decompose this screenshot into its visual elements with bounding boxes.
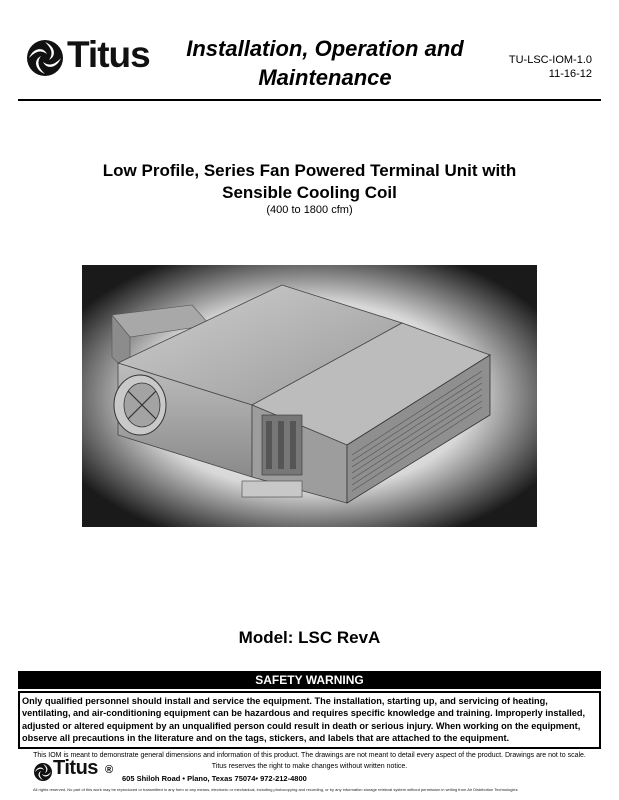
product-photo <box>82 265 537 527</box>
document-id <box>492 53 592 81</box>
footer-note-line2: Titus reserves the right to make changes without written notice. <box>211 763 408 770</box>
safety-warning-text: Only qualified personnel should install and service the equipment. The installation, starting up, and servicing of heating, ventilating, and air-conditioning equipment can be hazardous and requires specific knowledge and training. Improperly installed, adjusted or altered equipment by an unqualified person could result in death or serious injury. When working on the equipment, observe all precautions in the literature and on the tags, stickers, and labels that are attached to the equipment. <box>18 691 601 749</box>
document-title <box>160 34 490 92</box>
registered-mark: ® <box>105 764 114 776</box>
airflow-range: (400 to 1800 cfm) <box>266 204 353 216</box>
header-divider <box>18 99 601 101</box>
rights-notice: All rights reserved. No part of this work may be reproduced or transmitted in any form or any means, electronic or mechanical, including photocopying and recording, or by any information storage retrieval system without permission in writing from Air Distribution Technologies <box>33 787 518 792</box>
footer-note-line1: This IOM is meant to demonstrate general dimensions and information of this product. The drawings are not meant to detail every aspect of the product. Drawings are not to scale. <box>33 752 586 759</box>
titus-swirl-icon <box>25 38 65 78</box>
document-title-line2: Maintenance <box>258 65 392 90</box>
product-title-line1: Low Profile, Series Fan Powered Terminal Unit with <box>102 161 517 180</box>
titus-swirl-icon <box>33 762 53 782</box>
brand-name: Titus <box>67 34 150 75</box>
product-title-line2: Sensible Cooling Coil <box>222 183 397 202</box>
footer-titus-logo <box>33 757 123 784</box>
model-name: Model: LSC RevA <box>238 628 381 647</box>
page-header <box>0 0 619 100</box>
product-title <box>40 160 579 204</box>
safety-warning-heading: SAFETY WARNING <box>18 671 601 689</box>
footer-brand-name: Titus <box>53 757 98 779</box>
document-number: TU-LSC-IOM-1.0 <box>508 54 592 66</box>
document-date: 11-16-12 <box>548 68 592 80</box>
titus-logo <box>25 34 165 84</box>
company-address: 605 Shiloh Road • Plano, Texas 75074• 972-212-4800 <box>122 774 307 783</box>
document-title-line1: Installation, Operation and <box>186 36 464 61</box>
